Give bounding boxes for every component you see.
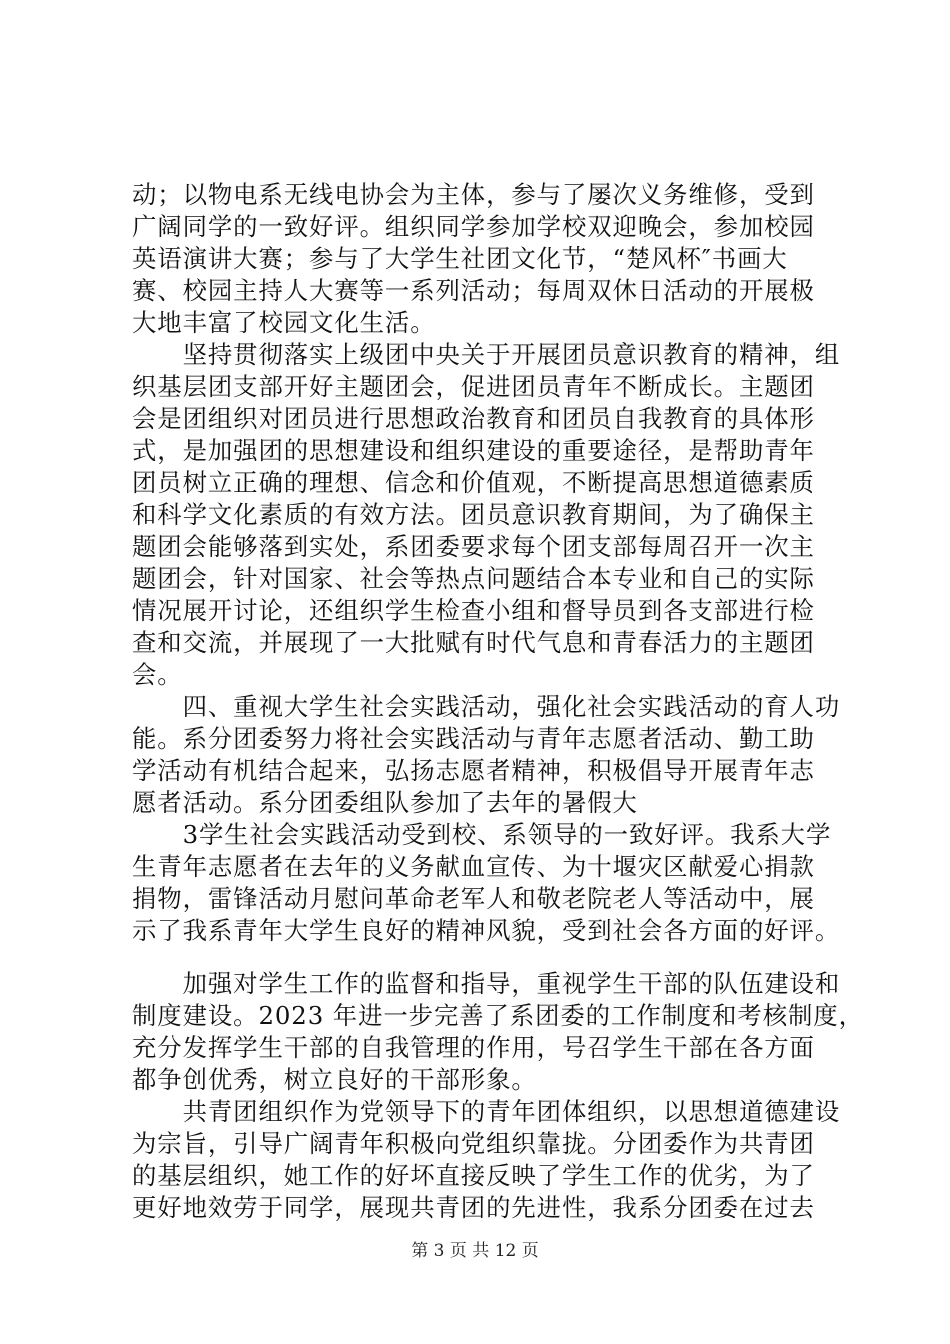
text-line: 动；以物电系无线电协会为主体，参与了屡次义务维修，受到 (132, 180, 815, 209)
text-line: 愿者活动。系分团委组队参加了去年的暑假大 (132, 788, 638, 817)
text-line: 学活动有机结合起来，弘扬志愿者精神，积极倡导开展青年志 (132, 756, 815, 785)
text-line: 会。 (132, 660, 183, 689)
text-line: 英语演讲大赛；参与了大学生社团文化节，“楚风杯″书画大 (132, 244, 788, 273)
text-line: 生青年志愿者在去年的义务献血宣传、为十堰灾区献爱心捐款 (132, 852, 815, 881)
text-line: 团员树立正确的理想、信念和价值观，不断提高思想道德素质 (132, 468, 815, 497)
text-line: 大地丰富了校园文化生活。 (132, 308, 436, 337)
text-line: 都争创优秀，树立良好的干部形象。 (132, 1065, 537, 1094)
text-line: 示了我系青年大学生良好的精神风貌，受到社会各方面的好评。 (132, 916, 841, 945)
text-line: 四、重视大学生社会实践活动，强化社会实践活动的育人功 (132, 692, 841, 721)
text-line: 共青团组织作为党领导下的青年团体组织，以思想道德建设 (132, 1097, 841, 1126)
text-line: 查和交流，并展现了一大批赋有时代气息和青春活力的主题团 (132, 628, 815, 657)
text-line: 题团会，针对国家、社会等热点问题结合本专业和自己的实际 (132, 564, 815, 593)
text-line: 情况展开讨论，还组织学生检查小组和督导员到各支部进行检 (132, 596, 815, 625)
text-line: 充分发挥学生干部的自我管理的作用，号召学生干部在各方面 (132, 1033, 815, 1062)
text-line: 赛、校园主持人大赛等一系列活动；每周双休日活动的开展极 (132, 276, 815, 305)
text-line: 加强对学生工作的监督和指导，重视学生干部的队伍建设和 (132, 969, 841, 998)
text-line: 广阔同学的一致好评。组织同学参加学校双迎晚会，参加校园 (132, 212, 815, 241)
text-line: 织基层团支部开好主题团会，促进团员青年不断成长。主题团 (132, 372, 815, 401)
text-line: 制度建设。2023 年进一步完善了系团委的工作制度和考核制度， (132, 1001, 864, 1030)
text-line: 更好地效劳于同学，展现共青团的先进性，我系分团委在过去 (132, 1193, 815, 1222)
text-line: 为宗旨，引导广阔青年积极向党组织靠拢。分团委作为共青团 (132, 1129, 815, 1158)
text-line: 坚持贯彻落实上级团中央关于开展团员意识教育的精神，组 (132, 340, 841, 369)
text-line: 3学生社会实践活动受到校、系领导的一致好评。我系大学 (132, 820, 832, 849)
text-line: 能。系分团委努力将社会实践活动与青年志愿者活动、勤工助 (132, 724, 815, 753)
text-line: 捐物，雷锋活动月慰问革命老军人和敬老院老人等活动中，展 (132, 884, 815, 913)
text-line: 题团会能够落到实处，系团委要求每个团支部每周召开一次主 (132, 532, 815, 561)
text-line: 和科学文化素质的有效方法。团员意识教育期间，为了确保主 (132, 500, 815, 529)
text-line: 会是团组织对团员进行思想政治教育和团员自我教育的具体形 (132, 404, 815, 433)
text-line: 式，是加强团的思想建设和组织建设的重要途径，是帮助青年 (132, 436, 815, 465)
page-number: 第 3 页 共 12 页 (411, 1241, 539, 1261)
text-line: 的基层组织，她工作的好坏直接反映了学生工作的优劣，为了 (132, 1161, 815, 1190)
